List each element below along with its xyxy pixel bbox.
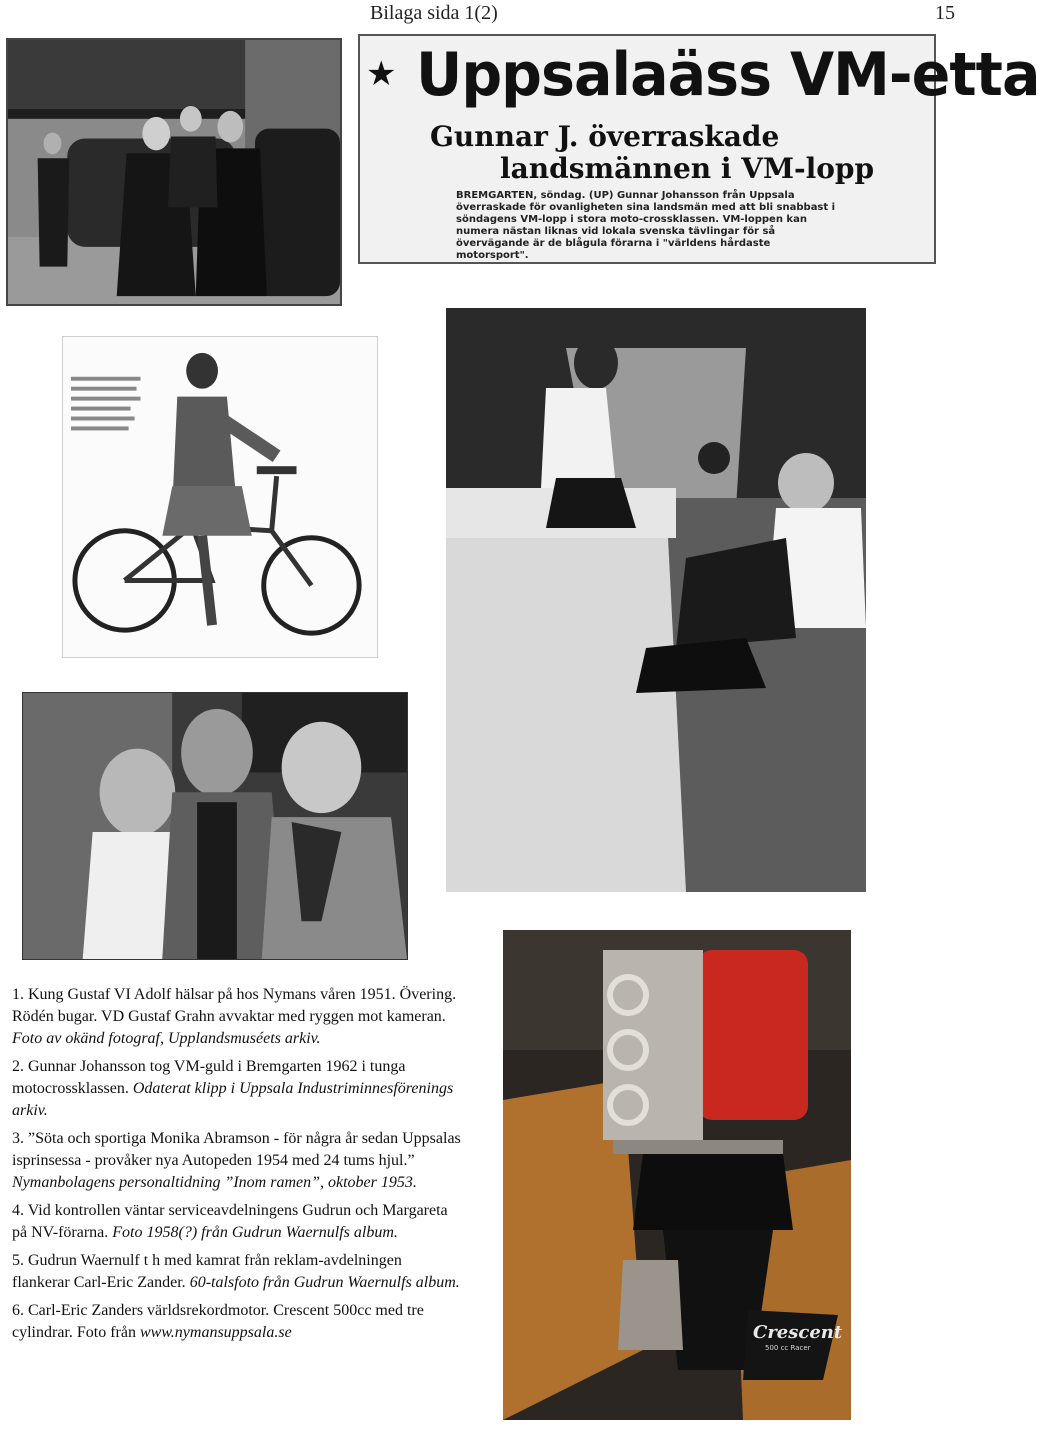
engine-brand-label: Crescent [753,1322,843,1343]
caption-4: 4. Vid kontrollen väntar serviceavdelningens Gudrun och Margareta på NV-förarna. Foto 1958(?) från Gudrun Waernulfs album. [12,1202,448,1241]
photo-crescent-engine [503,930,851,1420]
clipping-body: BREMGARTEN, söndag. (UP) Gunnar Johansson från Uppsala överraskade för ovanligheten sina landsmän med att bli snabbast i söndagens VM-lopp i stora moto-crossklassen. VM-loppen kan numera nästan liknas vid lokala svenska tävlingar för så övervägande är de blågula förarna i "världens hårdaste motorsport". [456,190,836,261]
star-icon: ★ [366,54,397,94]
website-link[interactable]: www.nymansuppsala.se [139,1324,292,1341]
clipping-subheadline-1: Gunnar J. överraskade [430,120,780,153]
caption-2: 2. Gunnar Johansson tog VM-guld i Bremgarten 1962 i tunga motocrossklassen. Odaterat klipp i Uppsala Industriminnesförenings arkiv. [12,1058,454,1119]
page-header-title: Bilaga sida 1(2) [370,2,498,24]
engine-small-text: 500 cc Racer [765,1344,811,1352]
photo-three-people [22,692,408,960]
caption-list [12,984,462,1350]
clipping-subheadline-2: landsmännen i VM-lopp [500,152,875,185]
caption-3: 3. ”Söta och sportiga Monika Abramson - för några år sedan Uppsalas isprinsessa - provåker nya Autopeden 1954 med 24 tums hjul.” Nymanbolagens personaltidning ”Inom ramen”, oktober 1953. [12,1130,461,1191]
caption-6: 6. Carl-Eric Zanders världsrekordmotor. Crescent 500cc med tre cylindrar. Foto från www.nymansuppsala.se [12,1302,424,1341]
photo-checkpoint-women [446,308,866,892]
photo-king-visit [6,38,342,306]
photo-woman-bicycle [62,336,378,658]
caption-1: 1. Kung Gustaf VI Adolf hälsar på hos Nymans våren 1951. Övering. Rödén bugar. VD Gustaf Grahn avvaktar med ryggen mot kameran. Foto av okänd fotograf, Upplandsmuséets arkiv. [12,986,457,1047]
caption-5: 5. Gudrun Waernulf t h med kamrat från reklam-avdelningen flankerar Carl-Eric Zander. 60-talsfoto från Gudrun Waernulfs album. [12,1252,460,1291]
clipping-headline: Uppsalaäss VM-etta [416,40,1039,110]
page-number: 15 [935,2,955,24]
newspaper-clipping [358,34,1039,264]
